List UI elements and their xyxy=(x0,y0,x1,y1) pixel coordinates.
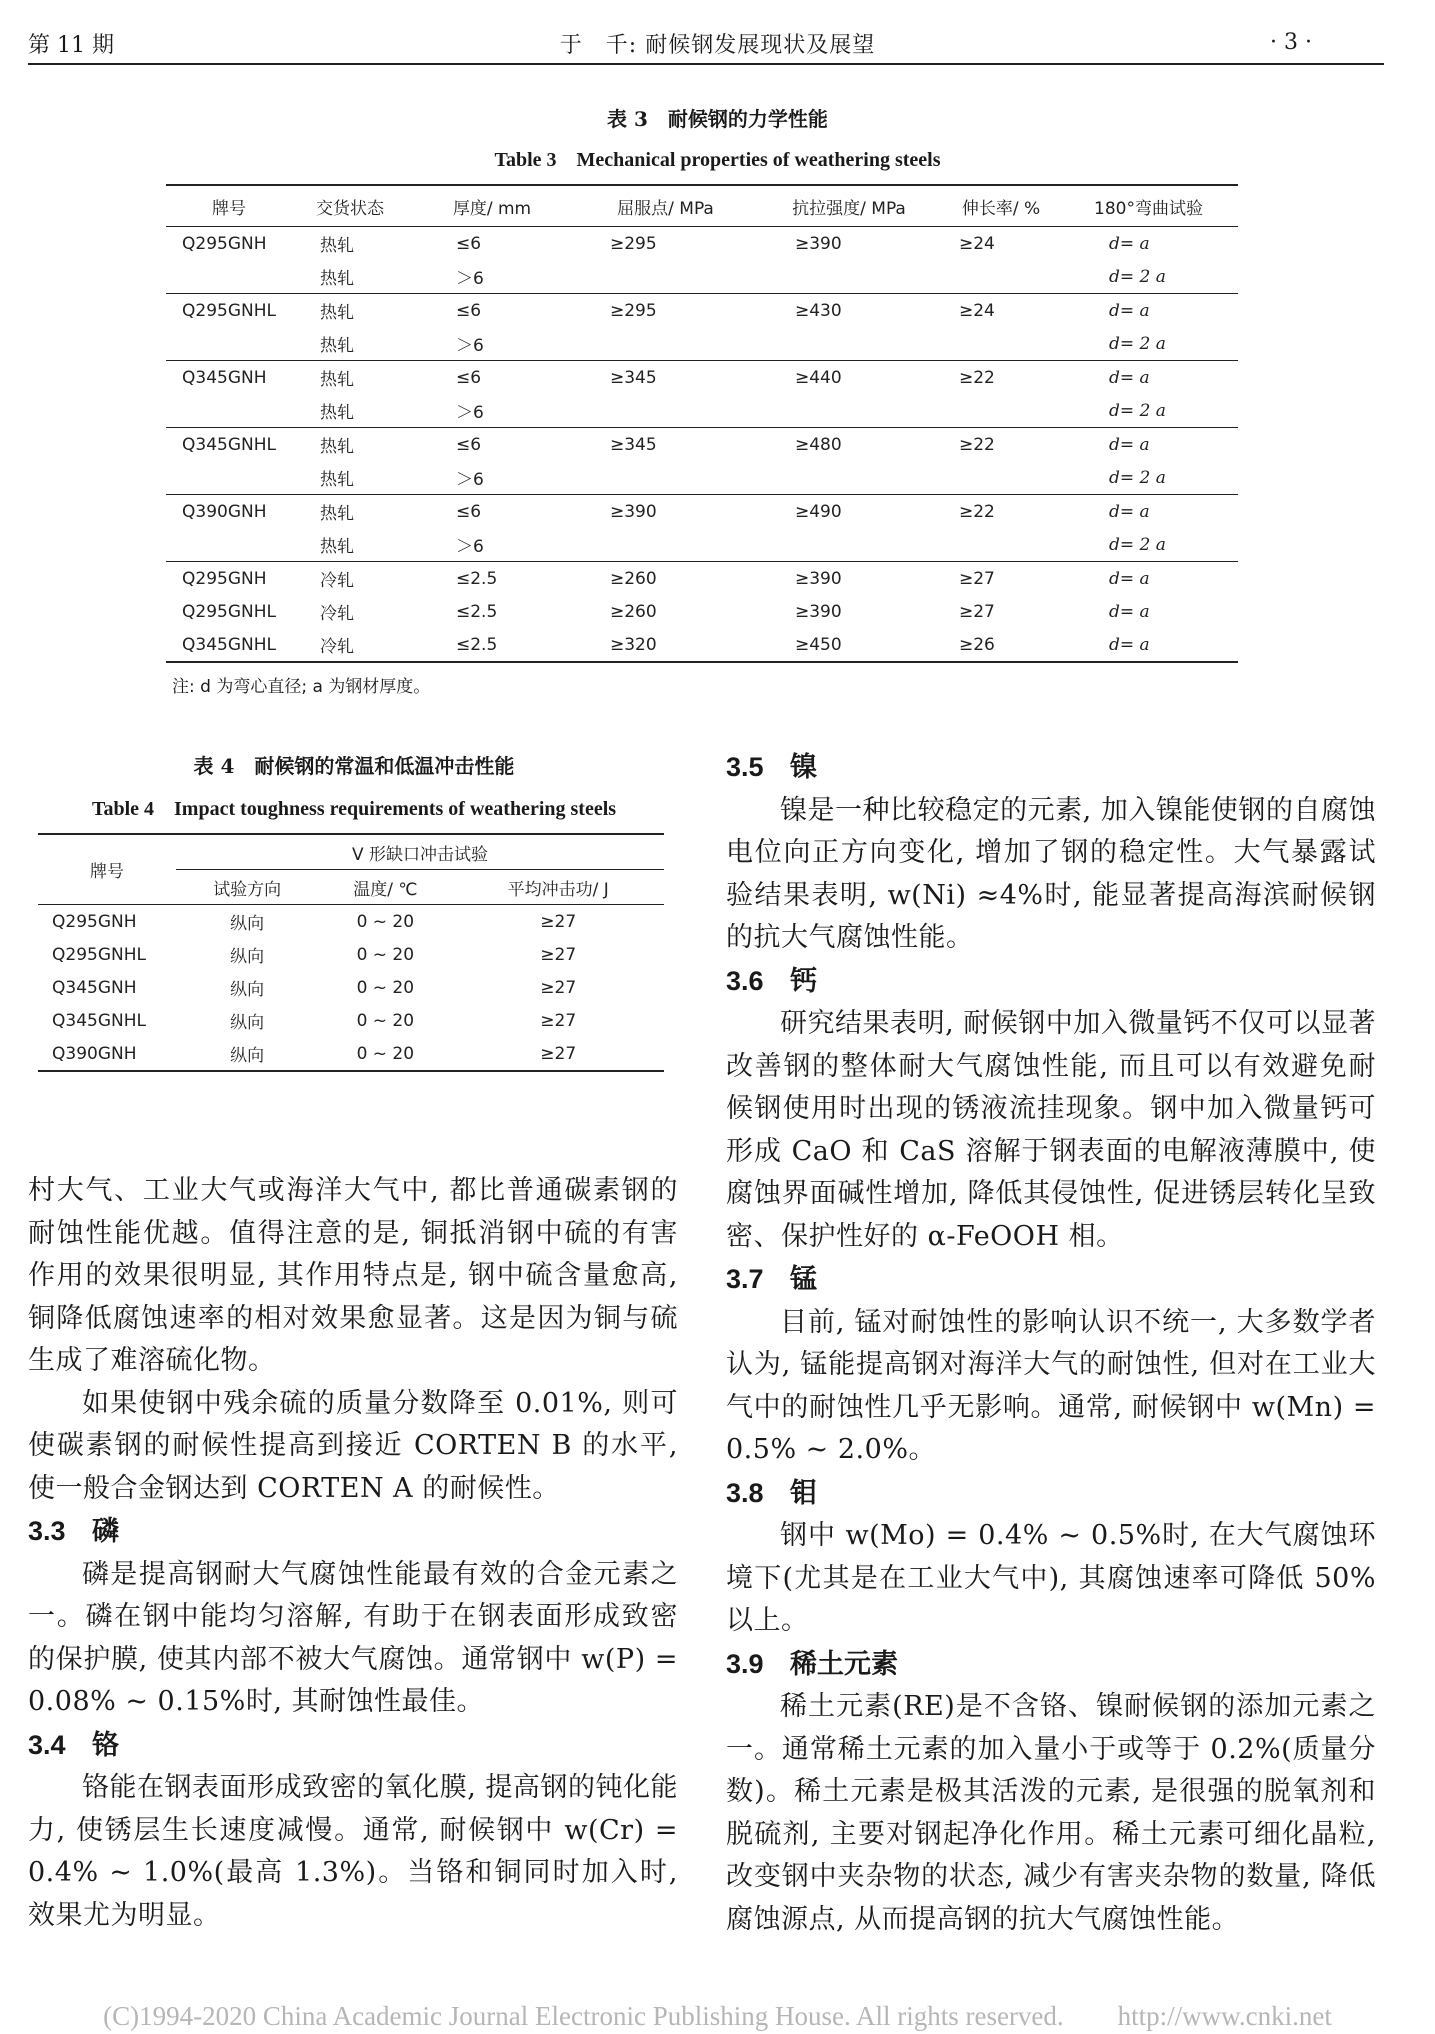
table3-cell-yield: ≥260 xyxy=(610,568,657,589)
table4-cell-energy: ≥27 xyxy=(540,977,577,998)
table3-cell-tensile: ≥480 xyxy=(795,434,842,455)
table-row xyxy=(166,327,1238,361)
paragraph-manganese: 目前, 锰对耐蚀性的影响认识不统一, 大多数学者认为, 锰能提高钢对海洋大气的耐蚀性, 但对在工业大气中的耐蚀性几乎无影响。通常, 耐候钢中 w(Mn) = 0.5% ~ 2.0%。 xyxy=(726,1306,1376,1465)
paragraph-rare-earth: 稀土元素(RE)是不含铬、镍耐候钢的添加元素之一。通常稀土元素的加入量小于或等于 0.2%(质量分数)。稀土元素是极其活泼的元素, 是很强的脱氧剂和脱硫剂, 主要对钢起净化作用。稀土元素可细化晶粒, 改变钢中夹杂物的状态, 减少有害夹杂物的数量, 降低腐蚀源点, 从而提高钢的抗大气腐蚀性能。 xyxy=(726,1691,1376,1935)
section-title: 钼 xyxy=(790,1477,817,1509)
table4-cell-direction: 纵向 xyxy=(230,1046,265,1066)
table-row xyxy=(166,227,1238,261)
table4-cell-grade: Q295GNHL xyxy=(52,944,146,965)
table4-cell-temperature: 0 ~ 20 xyxy=(356,944,415,965)
table3-caption-zh: 表 3 耐候钢的力学性能 xyxy=(607,107,828,131)
section-title: 磷 xyxy=(92,1516,119,1547)
paragraph-phosphorus: 磷是提高钢耐大气腐蚀性能最有效的合金元素之一。磷在钢中能均匀溶解, 有助于在钢表面形成致密的保护膜, 使其内部不被大气腐蚀。通常钢中 w(P) = 0.08% ~ 0.15%时, 其耐蚀性最佳。 xyxy=(28,1558,678,1717)
table-row xyxy=(166,628,1238,662)
table3-cell-state: 冷轧 xyxy=(320,637,354,657)
table4-cell-temperature: 0 ~ 20 xyxy=(356,911,415,932)
table4-header-row xyxy=(38,834,664,870)
table3-cell-bend: d= a xyxy=(1109,233,1150,254)
paragraph-molybdenum: 钢中 w(Mo) = 0.4% ~ 0.5%时, 在大气腐蚀环境下(尤其是在工业大气中), 其腐蚀速率可降低 50%以上。 xyxy=(726,1520,1376,1636)
table4-col-energy: 平均冲击功/ J xyxy=(452,870,664,905)
table3-cell-tensile xyxy=(755,327,943,361)
table3-col-tensile: 抗拉强度/ MPa xyxy=(755,185,943,227)
table3-cell-elongation: ≥27 xyxy=(959,601,995,622)
section-number: 3.5 xyxy=(726,752,764,782)
paragraph-calcium: 研究结果表明, 耐候钢中加入微量钙不仅可以显著改善钢的整体耐大气腐蚀性能, 而且可以有效避免耐候钢使用时出现的锈液流挂现象。钢中加入微量钙可形成 CaO 和 CaS 溶解于钢表面的电解液薄膜中, 使腐蚀界面碱性增加, 降低其侵蚀性, 促进锈层转化呈致密、保护性好的 α-FeOOH 相。 xyxy=(726,1008,1376,1252)
table3-col-bend: 180°弯曲试验 xyxy=(1059,185,1238,227)
table4-col-group: V 形缺口冲击试验 xyxy=(176,834,664,870)
table-row xyxy=(166,294,1238,328)
table3-cell-yield: ≥260 xyxy=(610,601,657,622)
table3-cell-tensile: ≥390 xyxy=(795,568,842,589)
table3-cell-yield: ≥345 xyxy=(610,434,657,455)
table3-cell-yield: ≥295 xyxy=(610,300,657,321)
table3-cell-grade xyxy=(166,327,292,361)
table3-col-grade: 牌号 xyxy=(166,185,292,227)
table3-cell-state: 热轧 xyxy=(292,461,408,495)
section-title: 镍 xyxy=(790,752,817,783)
table4-cell-direction: 纵向 xyxy=(230,1013,265,1033)
table4-caption-en: Table 4 Impact toughness requirements of weathering steels xyxy=(91,798,617,820)
table4-cell-energy: ≥27 xyxy=(540,1010,577,1031)
section-number: 3.7 xyxy=(726,1264,764,1294)
table3-cell-elongation: ≥27 xyxy=(959,568,995,589)
table3-cell-bend: d= 2 a xyxy=(1059,528,1238,562)
table3-cell-tensile: ≥390 xyxy=(795,601,842,622)
section-title: 铬 xyxy=(92,1729,119,1761)
table3-cell-yield: ≥320 xyxy=(610,634,657,655)
table3-cell-state: 热轧 xyxy=(292,394,408,428)
table3-cell-thickness: ≤6 xyxy=(456,367,482,388)
table3-cell-elongation: ≥26 xyxy=(959,634,995,655)
table3-mechanical-properties xyxy=(166,184,1238,663)
table4-cell-energy: ≥27 xyxy=(540,944,577,965)
section-3-4-heading xyxy=(28,1724,678,1768)
table4-cell-temperature: 0 ~ 20 xyxy=(356,1043,415,1064)
table3-cell-grade: Q295GNH xyxy=(182,568,267,589)
table4-caption-zh: 表 4 耐候钢的常温和低温冲击性能 xyxy=(193,754,515,778)
table3-cell-tensile: ≥390 xyxy=(795,233,842,254)
table3-cell-tensile xyxy=(755,528,943,562)
table3-col-state: 交货状态 xyxy=(292,185,408,227)
table3-cell-state: 热轧 xyxy=(292,260,408,294)
section-title: 钙 xyxy=(790,965,817,997)
table4-cell-direction: 纵向 xyxy=(230,947,265,967)
table3-cell-bend: d= 2 a xyxy=(1059,394,1238,428)
table3-cell-thickness: ≤2.5 xyxy=(456,601,498,622)
table3-col-thickness: 厚度/ mm xyxy=(408,185,576,227)
table3-cell-state: 热轧 xyxy=(292,327,408,361)
table3-cell-elongation xyxy=(943,528,1059,562)
table3-cell-yield: ≥345 xyxy=(610,367,657,388)
table4-cell-grade: Q345GNH xyxy=(52,977,137,998)
table4-impact-toughness xyxy=(38,833,664,1072)
table4-cell-grade: Q295GNH xyxy=(52,911,137,932)
table3-col-elongation: 伸长率/ % xyxy=(943,185,1059,227)
table3-cell-thickness: ≤2.5 xyxy=(456,634,498,655)
table3-note: 注: d 为弯心直径; a 为钢材厚度。 xyxy=(172,677,431,697)
table-row xyxy=(38,1004,664,1037)
paragraph-copper: 村大气、工业大气或海洋大气中, 都比普通碳素钢的耐蚀性能优越。值得注意的是, 铜抵消钢中硫的有害作用的效果很明显, 其作用特点是, 钢中硫含量愈高, 铜降低腐蚀速率的相对效果愈显著。这是因为铜与硫生成了难溶硫化物。 xyxy=(28,1175,678,1376)
table3-cell-yield xyxy=(576,528,755,562)
table3-cell-grade: Q345GNH xyxy=(182,367,267,388)
table4-cell-direction: 纵向 xyxy=(230,914,265,934)
table3-cell-bend: d= 2 a xyxy=(1059,461,1238,495)
table-row xyxy=(166,394,1238,428)
table3-cell-bend: d= a xyxy=(1109,367,1150,388)
table3-cell-yield: ≥295 xyxy=(610,233,657,254)
table3-cell-bend: d= a xyxy=(1109,634,1150,655)
table3-cell-thickness: ＞6 xyxy=(408,394,576,428)
table3-cell-bend: d= a xyxy=(1109,501,1150,522)
table3-cell-tensile xyxy=(755,394,943,428)
table3-cell-tensile xyxy=(755,260,943,294)
section-number: 3.3 xyxy=(28,1516,66,1546)
table3-cell-thickness: ＞6 xyxy=(408,528,576,562)
table3-cell-grade xyxy=(166,528,292,562)
right-column xyxy=(726,746,1376,1941)
table3-cell-state: 热轧 xyxy=(292,528,408,562)
table3-cell-thickness: ＞6 xyxy=(408,461,576,495)
table3-cell-state: 冷轧 xyxy=(320,571,354,591)
section-title: 稀土元素 xyxy=(790,1648,898,1680)
table3-cell-elongation xyxy=(943,461,1059,495)
table3-cell-state: 热轧 xyxy=(320,437,354,457)
journal-issue: 第 11 期 xyxy=(28,33,114,58)
header-rule xyxy=(28,63,1384,65)
table3-cell-yield: ≥390 xyxy=(610,501,657,522)
section-number: 3.6 xyxy=(726,965,764,996)
table3-cell-elongation: ≥22 xyxy=(959,434,995,455)
table3-cell-elongation xyxy=(943,394,1059,428)
table3-cell-tensile: ≥430 xyxy=(795,300,842,321)
table4-cell-energy: ≥27 xyxy=(540,1043,577,1064)
table3-cell-bend: d= a xyxy=(1109,568,1150,589)
table3-cell-tensile: ≥450 xyxy=(795,634,842,655)
table-row xyxy=(166,595,1238,628)
table3-cell-grade: Q390GNH xyxy=(182,501,267,522)
section-title: 锰 xyxy=(790,1264,817,1295)
table3-cell-thickness: ＞6 xyxy=(408,260,576,294)
table3-cell-grade: Q345GNHL xyxy=(182,634,276,655)
table3-caption-en: Table 3 Mechanical properties of weathering steels xyxy=(494,149,941,171)
table4-col-temperature: 温度/ ℃ xyxy=(318,870,452,905)
table-row xyxy=(38,905,664,939)
section-3-5-heading xyxy=(726,746,1376,790)
table-row xyxy=(166,495,1238,529)
table3-cell-thickness: ≤2.5 xyxy=(456,568,498,589)
table3-cell-state: 热轧 xyxy=(320,236,354,256)
table3-cell-state: 热轧 xyxy=(320,370,354,390)
table3-cell-grade: Q295GNHL xyxy=(182,300,276,321)
table3-cell-thickness: ≤6 xyxy=(456,233,482,254)
table3-cell-yield xyxy=(576,394,755,428)
left-column xyxy=(28,1170,678,1937)
section-number: 3.8 xyxy=(726,1477,764,1508)
table4-cell-energy: ≥27 xyxy=(540,911,577,932)
table3-cell-tensile: ≥440 xyxy=(795,367,842,388)
table4-cell-temperature: 0 ~ 20 xyxy=(356,977,415,998)
table3-cell-state: 冷轧 xyxy=(320,604,354,624)
table3-cell-elongation xyxy=(943,327,1059,361)
table-row xyxy=(166,361,1238,395)
table-row xyxy=(166,461,1238,495)
table3-cell-bend: d= 2 a xyxy=(1059,327,1238,361)
table-row xyxy=(166,260,1238,294)
section-number: 3.9 xyxy=(726,1648,764,1679)
table3-cell-tensile: ≥490 xyxy=(795,501,842,522)
section-number: 3.4 xyxy=(28,1729,66,1760)
table-row xyxy=(166,428,1238,462)
table3-cell-elongation: ≥22 xyxy=(959,367,995,388)
table-row xyxy=(38,971,664,1004)
table3-cell-grade: Q295GNH xyxy=(182,233,267,254)
table3-cell-grade: Q345GNHL xyxy=(182,434,276,455)
paragraph-sulfur: 如果使钢中残余硫的质量分数降至 0.01%, 则可使碳素钢的耐候性提高到接近 CORTEN B 的水平, 使一般合金钢达到 CORTEN A 的耐候性。 xyxy=(28,1387,678,1504)
table3-cell-grade: Q295GNHL xyxy=(182,601,276,622)
paragraph-chromium: 铬能在钢表面形成致密的氧化膜, 提高钢的钝化能力, 使锈层生长速度减慢。通常, 耐候钢中 w(Cr) = 0.4% ~ 1.0%(最高 1.3%)。当铬和铜同时加入时, 效果尤为明显。 xyxy=(28,1772,678,1931)
table4-cell-direction: 纵向 xyxy=(230,980,265,1000)
section-3-9-heading xyxy=(726,1643,1376,1687)
table3-cell-state: 热轧 xyxy=(320,504,354,524)
table3-cell-yield xyxy=(576,260,755,294)
table3-cell-grade xyxy=(166,260,292,294)
table-row xyxy=(38,1037,664,1071)
running-title: 于 千: 耐候钢发展现状及展望 xyxy=(559,33,876,58)
table3-cell-bend: d= 2 a xyxy=(1059,260,1238,294)
section-3-3-heading xyxy=(28,1510,678,1554)
table3-cell-bend: d= a xyxy=(1109,434,1150,455)
table-row xyxy=(166,528,1238,562)
table4-cell-grade: Q390GNH xyxy=(52,1043,137,1064)
table3-col-yield: 屈服点/ MPa xyxy=(576,185,755,227)
table3-cell-elongation: ≥24 xyxy=(959,300,995,321)
table3-cell-grade xyxy=(166,461,292,495)
table3-cell-bend: d= a xyxy=(1109,601,1150,622)
table3-cell-thickness: ≤6 xyxy=(456,501,482,522)
table3-cell-elongation: ≥24 xyxy=(959,233,995,254)
table3-cell-elongation xyxy=(943,260,1059,294)
section-3-6-heading xyxy=(726,960,1376,1004)
table3-header-row xyxy=(166,185,1238,227)
table-row xyxy=(166,562,1238,596)
table-row xyxy=(38,938,664,971)
copyright-watermark: (C)1994-2020 China Academic Journal Electronic Publishing House. All rights reserved. http://www.cnki.net xyxy=(103,2001,1332,2031)
table4-col-direction: 试验方向 xyxy=(176,870,318,905)
table3-cell-grade xyxy=(166,394,292,428)
table3-cell-state: 热轧 xyxy=(320,303,354,323)
table3-cell-tensile xyxy=(755,461,943,495)
section-3-8-heading xyxy=(726,1472,1376,1516)
table4-cell-temperature: 0 ~ 20 xyxy=(356,1010,415,1031)
table3-cell-thickness: ≤6 xyxy=(456,434,482,455)
page-number: · 3 · xyxy=(1270,30,1312,55)
table3-cell-bend: d= a xyxy=(1109,300,1150,321)
table3-cell-yield xyxy=(576,461,755,495)
table3-cell-yield xyxy=(576,327,755,361)
table4-cell-grade: Q345GNHL xyxy=(52,1010,146,1031)
paragraph-nickel: 镍是一种比较稳定的元素, 加入镍能使钢的自腐蚀电位向正方向变化, 增加了钢的稳定性。大气暴露试验结果表明, w(Ni) ≈4%时, 能显著提高海滨耐候钢的抗大气腐蚀性能。 xyxy=(726,794,1376,953)
table3-cell-thickness: ≤6 xyxy=(456,300,482,321)
table3-cell-thickness: ＞6 xyxy=(408,327,576,361)
table3-cell-elongation: ≥22 xyxy=(959,501,995,522)
section-3-7-heading xyxy=(726,1258,1376,1302)
table4-col-grade: 牌号 xyxy=(38,834,176,905)
